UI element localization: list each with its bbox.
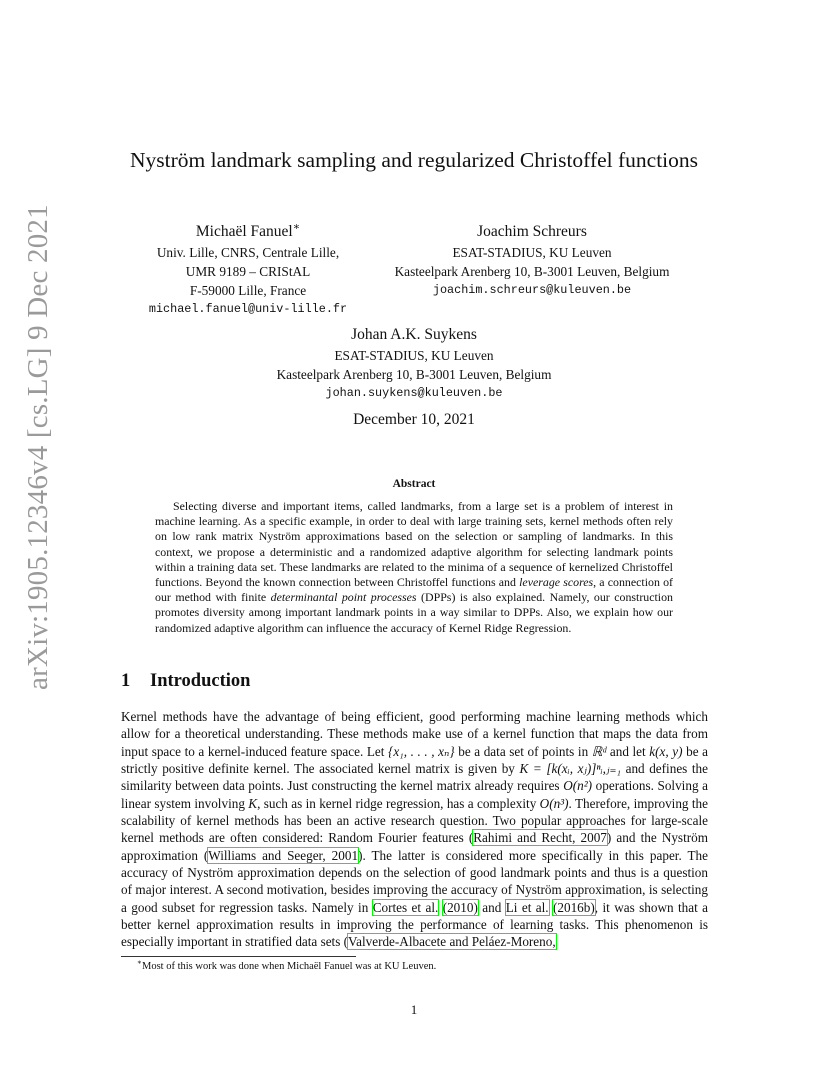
paper-title: Nyström landmark sampling and regularized Christoffel functions [129,148,699,172]
affiliation-line: Kasteelpark Arenberg 10, B-3001 Leuven, Belgium [276,367,552,382]
footnote-divider [121,956,356,957]
section-heading [121,671,250,692]
math-inline: K [248,795,258,811]
citation-link[interactable]: Rahimi and Recht, 2007 [473,830,607,846]
citation-link[interactable]: Valverde-Albacete and Peláez-Moreno, [348,934,556,950]
author-name: Joachim Schreurs [477,223,587,240]
author-name: Michaël Fanuel∗ [195,220,301,240]
math-inline: O(n²) [563,778,593,794]
math-inline: O(n³) [539,795,569,811]
footnote-marker: ∗ [292,220,301,233]
math-inline: {x₁, . . . , xₙ} [388,743,455,759]
citation-link[interactable]: (2016b) [553,899,595,915]
author-block-suykens [250,324,578,403]
math-inline: ℝᵈ [591,743,607,759]
section-number: 1 [121,671,131,691]
math-inline: k(x, y) [649,743,683,759]
affiliation-line: F-59000 Lille, France [189,283,307,298]
publication-date: December 10, 2021 [353,411,475,428]
section-title: Introduction [150,671,251,691]
affiliation-line: Univ. Lille, CNRS, Centrale Lille, [156,245,340,260]
emphasis: determinantal point processes [270,590,417,605]
author-email: johan.suykens@kuleuven.be [325,386,503,400]
author-name: Johan A.K. Suykens [351,326,477,343]
author-block-fanuel [128,221,368,319]
citation-link[interactable]: Williams and Seeger, 2001 [208,847,359,863]
footnote-marker: ∗ [137,957,142,967]
abstract-text: Selecting diverse and important items, called landmarks, from a large set is a problem of interest in machine learning. As a specific example, in order to deal with large training sets, kernel methods often rely on low rank matrix Nyström approximations based on the selection or sampling of landmarks. In this context, we propose a deterministic and a randomized adaptive algorithm for selecting landmark points within a training data set. These landmarks are related to the minima of a sequence of kernelized Christoffel functions. Beyond the known connection between Christoffel functions and leverage scores, a connection of our method with finite determinantal point processes (DPPs) is also explained. Namely, our construction promotes diversity among important landmark points in a way similar to DPPs. Also, we explain how our randomized adaptive algorithm can influence the accuracy of Kernel Ridge Regression. [155,499,674,635]
emphasis: leverage scores [519,575,594,590]
author-block-schreurs [376,221,688,300]
page-number: 1 [410,1002,418,1017]
affiliation-line: Kasteelpark Arenberg 10, B-3001 Leuven, Belgium [394,264,670,279]
abstract-heading: Abstract [392,478,436,490]
affiliation-line: ESAT-STADIUS, KU Leuven [334,348,494,363]
arxiv-identifier: arXiv:1905.12346v4 [cs.LG] 9 Dec 2021 [22,204,54,690]
citation-link[interactable]: Cortes et al. [372,899,439,915]
footnote: ∗Most of this work was done when Michaël Fanuel was at KU Leuven. [137,957,437,972]
affiliation-line: ESAT-STADIUS, KU Leuven [452,245,612,260]
citation-link[interactable]: (2010) [442,899,478,915]
citation-link[interactable]: Li et al. [505,899,549,915]
introduction-paragraph: Kernel methods have the advantage of being efficient, good performing machine learning methods which allow for a theoretical understanding. These methods make use of a kernel function that maps the data from input space to a kernel-induced feature space. Let {x₁, . . . , xₙ} be a data set of points in ℝᵈ and let k(x, y) be a strictly positive definite kernel. The associated kernel matrix is given by K = [k(xᵢ, xⱼ)]ⁿᵢ,ⱼ₌₁ and defines the similarity between data points. Just constructing the kernel matrix already requires O(n²) operations. Solving a linear system involving K, such as in kernel ridge regression, has a complexity O(n³). Therefore, improving the scalability of kernel methods has been an active research question. Two popular approaches for large-scale kernel methods are often considered: Random Fourier features (Rahimi and Recht, 2007) and the Nyström approximation (Williams and Seeger, 2001). The latter is considered more specifically in this paper. The accuracy of Nyström approximation depends on the selection of good landmark points and thus is a question of major interest. A second motivation, besides improving the accuracy of Nyström approximation, is selecting a good subset for regression tasks. Namely in Cortes et al. (2010) and Li et al. (2016b), it was shown that a better kernel approximation results in improving the performance of learning tasks. This phenomenon is especially important in stratified data sets (Valverde-Albacete and Peláez-Moreno, [121,709,708,950]
math-inline: K = [k(xᵢ, xⱼ)]ⁿᵢ,ⱼ₌₁ [519,761,621,777]
author-email: joachim.schreurs@kuleuven.be [432,283,632,297]
affiliation-line: UMR 9189 – CRIStAL [185,264,311,279]
author-email: michael.fanuel@univ-lille.fr [148,302,348,316]
